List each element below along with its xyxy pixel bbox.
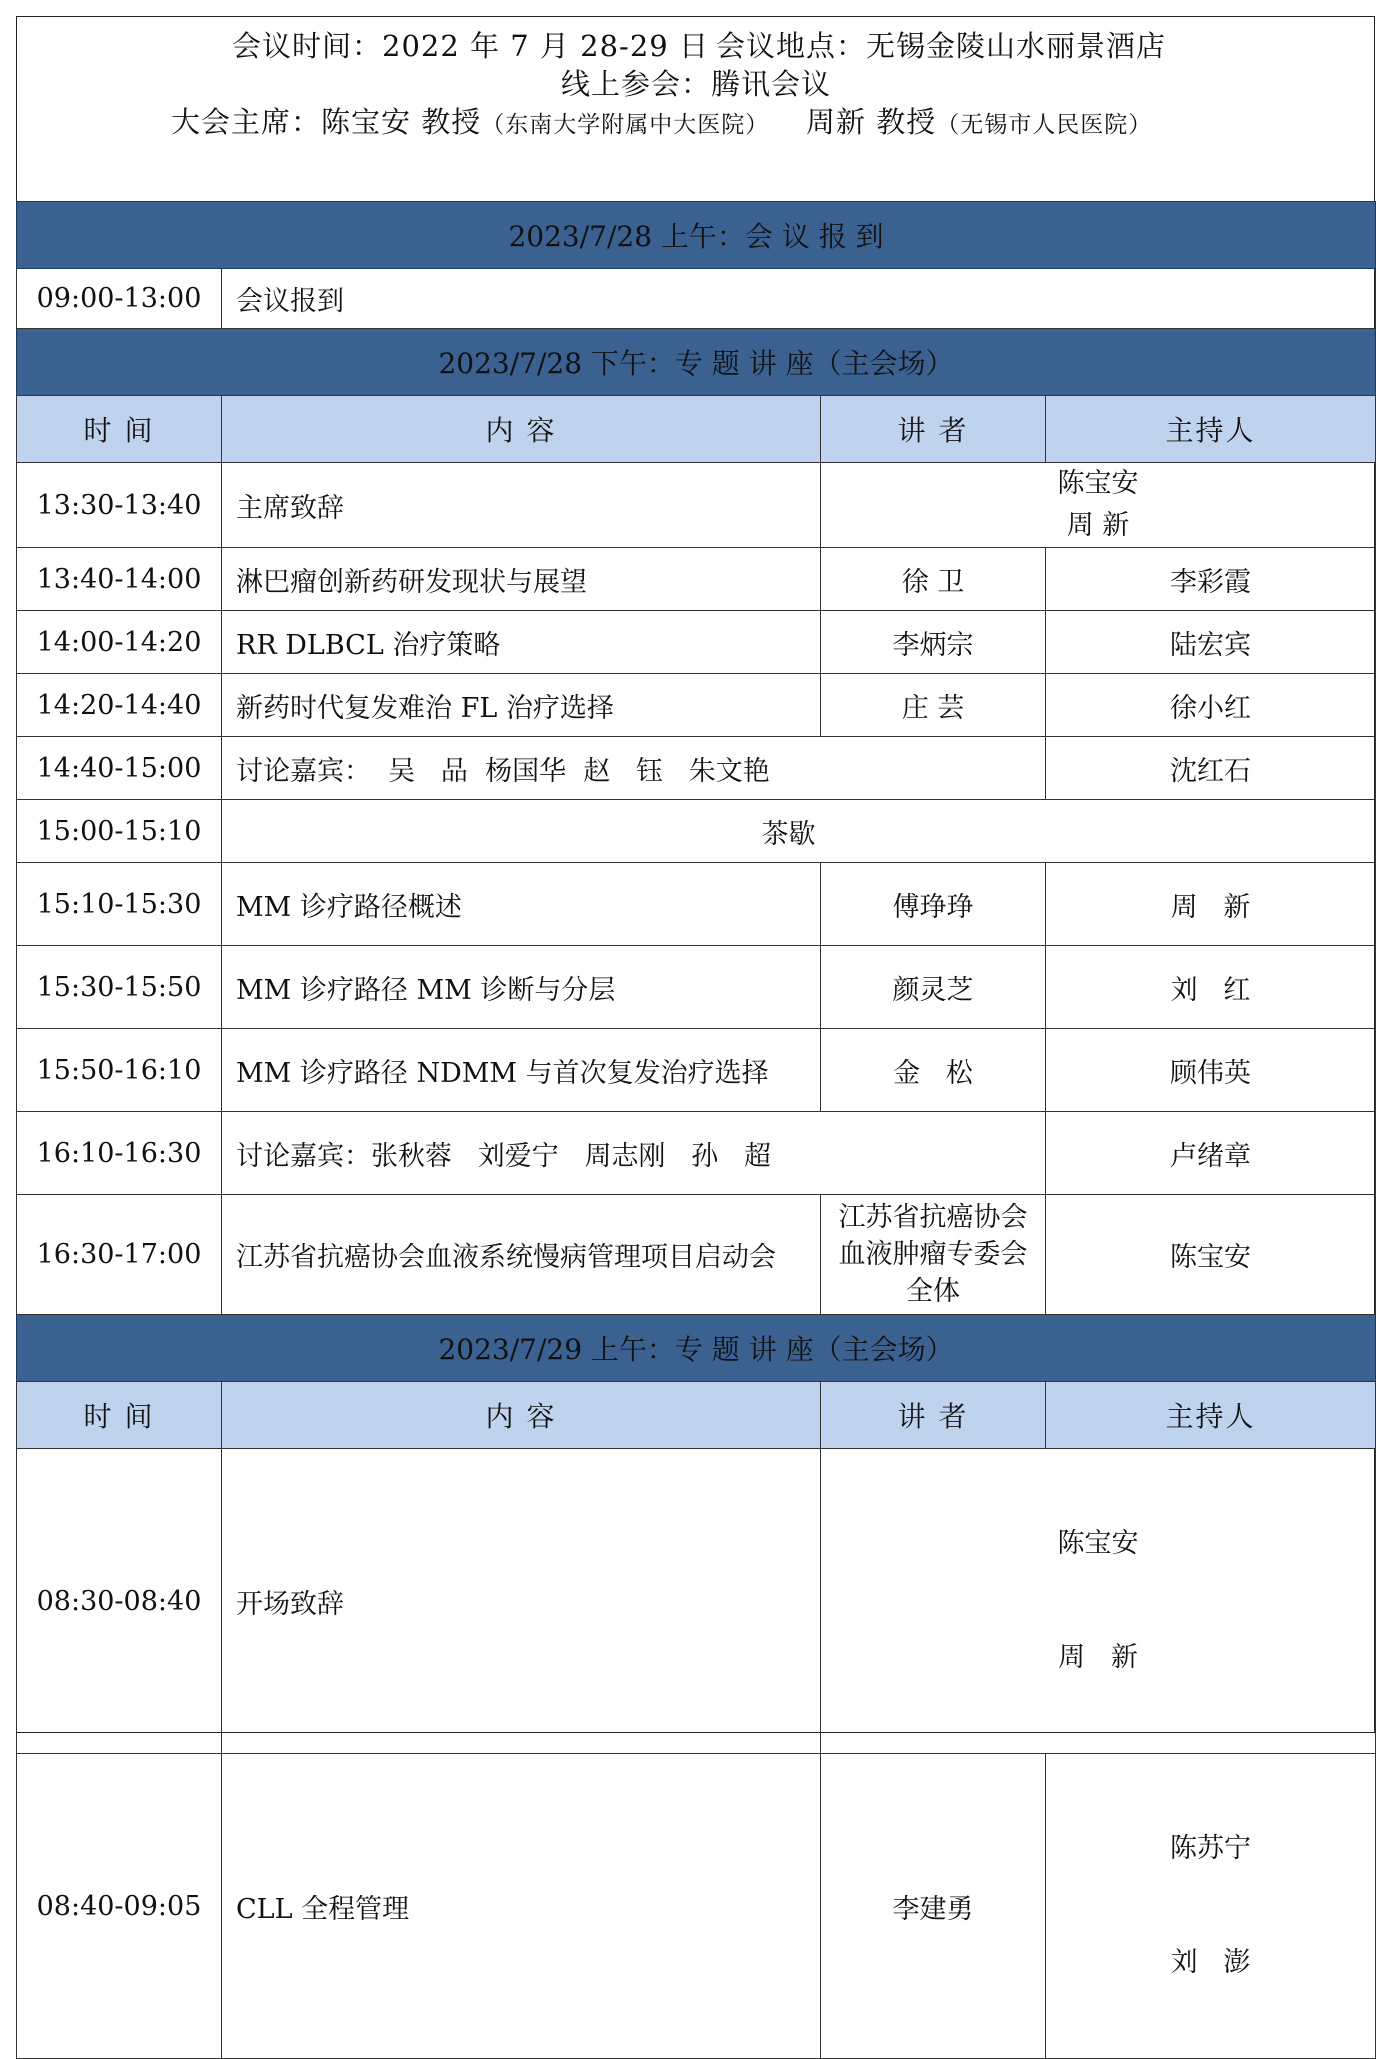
- online-meeting: 线上参会：腾讯会议: [561, 67, 832, 101]
- host-cell: 陆宏宾: [1046, 611, 1376, 674]
- meeting-location: 会议地点：无锡金陵山水丽景酒店: [716, 29, 1167, 63]
- speaker-cell: [821, 463, 1376, 548]
- header-speaker: 讲 者: [821, 1382, 1046, 1449]
- time-cell: 15:00-15:10: [17, 800, 222, 863]
- table-row: [17, 611, 1376, 674]
- table-row: [17, 463, 1376, 548]
- time-cell: 08:40-09:05: [17, 1754, 222, 2059]
- content-cell: 会议报到: [222, 269, 1376, 329]
- speaker-name: 周 新: [1058, 1642, 1138, 1673]
- speaker-line: 江苏省抗癌协会: [838, 1202, 1028, 1233]
- table-row: [17, 1449, 1376, 1754]
- host-cell: 顾伟英: [1046, 1029, 1376, 1112]
- table-row: [17, 1112, 1376, 1195]
- table-row: [17, 737, 1376, 800]
- header-content: 内 容: [222, 396, 821, 463]
- host-cell: 徐小红: [1046, 674, 1376, 737]
- content-cell: 淋巴瘤创新药研发现状与展望: [222, 548, 821, 611]
- speaker-name: 陈宝安: [1057, 468, 1139, 499]
- column-header-row: [17, 1382, 1376, 1449]
- time-cell: 09:00-13:00: [17, 269, 222, 329]
- header-host: 主持人: [1046, 396, 1376, 463]
- chair-2-org: （无锡市人民医院）: [936, 112, 1153, 138]
- header-content: 内 容: [222, 1382, 821, 1449]
- time-cell: 14:00-14:20: [17, 611, 222, 674]
- chair-line: [171, 100, 769, 141]
- time-cell: 16:30-17:00: [17, 1195, 222, 1315]
- time-cell: 16:10-16:30: [17, 1112, 222, 1195]
- table-row: [17, 1029, 1376, 1112]
- host-name: 陈苏宁: [1170, 1833, 1252, 1864]
- conference-header: [16, 16, 1375, 201]
- speaker-cell: 傅琤琤: [821, 863, 1046, 946]
- section-band: [17, 202, 1376, 269]
- chair-2-line: [806, 100, 1152, 141]
- content-cell: 主席致辞: [222, 463, 821, 548]
- content-cell: 讨论嘉宾： 吴 品 杨国华 赵 钰 朱文艳: [222, 737, 1046, 800]
- speaker-cell: 金 松: [821, 1029, 1046, 1112]
- table-row: [17, 863, 1376, 946]
- time-cell: 14:20-14:40: [17, 674, 222, 737]
- section-band: [17, 329, 1376, 396]
- speaker-line: 血液肿瘤专委会: [838, 1239, 1028, 1270]
- content-cell: MM 诊疗路径 MM 诊断与分层: [222, 946, 821, 1029]
- header-time: 时 间: [17, 396, 222, 463]
- table-row: [17, 800, 1376, 863]
- table-row: [17, 1754, 1376, 2059]
- content-cell: 开场致辞: [222, 1449, 821, 1754]
- time-cell: 14:40-15:00: [17, 737, 222, 800]
- speaker-cell: 颜灵芝: [821, 946, 1046, 1029]
- column-header-row: [17, 396, 1376, 463]
- chair-1-org: （东南大学附属中大医院）: [481, 112, 770, 138]
- content-cell: 江苏省抗癌协会血液系统慢病管理项目启动会: [222, 1195, 821, 1315]
- table-row: [17, 1195, 1376, 1315]
- header-host: 主持人: [1046, 1382, 1376, 1449]
- speaker-name: 周 新: [1066, 510, 1130, 541]
- meeting-time: 会议时间：2022 年 7 月 28-29 日: [232, 29, 709, 63]
- table-row: [17, 269, 1376, 329]
- host-cell: 陈宝安: [1046, 1195, 1376, 1315]
- host-cell: [1046, 1754, 1376, 2059]
- content-cell: 茶歇: [222, 800, 1376, 863]
- speaker-name: 陈宝安: [1057, 1528, 1139, 1559]
- chair-2: 周新 教授: [806, 105, 937, 139]
- content-cell: MM 诊疗路径 NDMM 与首次复发治疗选择: [222, 1029, 821, 1112]
- host-cell: 刘 红: [1046, 946, 1376, 1029]
- speaker-cell: [821, 1195, 1046, 1315]
- table-row: [17, 548, 1376, 611]
- content-cell: CLL 全程管理: [222, 1754, 821, 2059]
- content-cell: 讨论嘉宾：张秋蓉 刘爱宁 周志刚 孙 超: [222, 1112, 1046, 1195]
- schedule-table: [16, 201, 1376, 2059]
- speaker-cell: 徐 卫: [821, 548, 1046, 611]
- chair-1: 大会主席：陈宝安 教授: [171, 105, 482, 139]
- host-cell: 卢绪章: [1046, 1112, 1376, 1195]
- speaker-cell: 李建勇: [821, 1754, 1046, 2059]
- speaker-cell: 庄 芸: [821, 674, 1046, 737]
- table-row: [17, 946, 1376, 1029]
- host-name: 刘 澎: [1170, 1947, 1251, 1978]
- content-cell: MM 诊疗路径概述: [222, 863, 821, 946]
- section-band: [17, 1315, 1376, 1382]
- header-speaker: 讲 者: [821, 396, 1046, 463]
- time-cell: 08:30-08:40: [17, 1449, 222, 1754]
- speaker-cell: 李炳宗: [821, 611, 1046, 674]
- content-cell: RR DLBCL 治疗策略: [222, 611, 821, 674]
- time-cell: 15:50-16:10: [17, 1029, 222, 1112]
- section-title: 2023/7/29 上午：专 题 讲 座（主会场）: [17, 1315, 1376, 1382]
- speaker-line: 全体: [906, 1276, 960, 1307]
- time-cell: 15:30-15:50: [17, 946, 222, 1029]
- content-cell: 新药时代复发难治 FL 治疗选择: [222, 674, 821, 737]
- host-cell: 李彩霞: [1046, 548, 1376, 611]
- section-title: 2023/7/28 上午：会 议 报 到: [17, 202, 1376, 269]
- header-time: 时 间: [17, 1382, 222, 1449]
- speaker-cell: [821, 1449, 1376, 1754]
- table-row: [17, 674, 1376, 737]
- section-title: 2023/7/28 下午：专 题 讲 座（主会场）: [17, 329, 1376, 396]
- time-cell: 13:30-13:40: [17, 463, 222, 548]
- host-cell: 沈红石: [1046, 737, 1376, 800]
- time-cell: 13:40-14:00: [17, 548, 222, 611]
- host-cell: 周 新: [1046, 863, 1376, 946]
- time-cell: 15:10-15:30: [17, 863, 222, 946]
